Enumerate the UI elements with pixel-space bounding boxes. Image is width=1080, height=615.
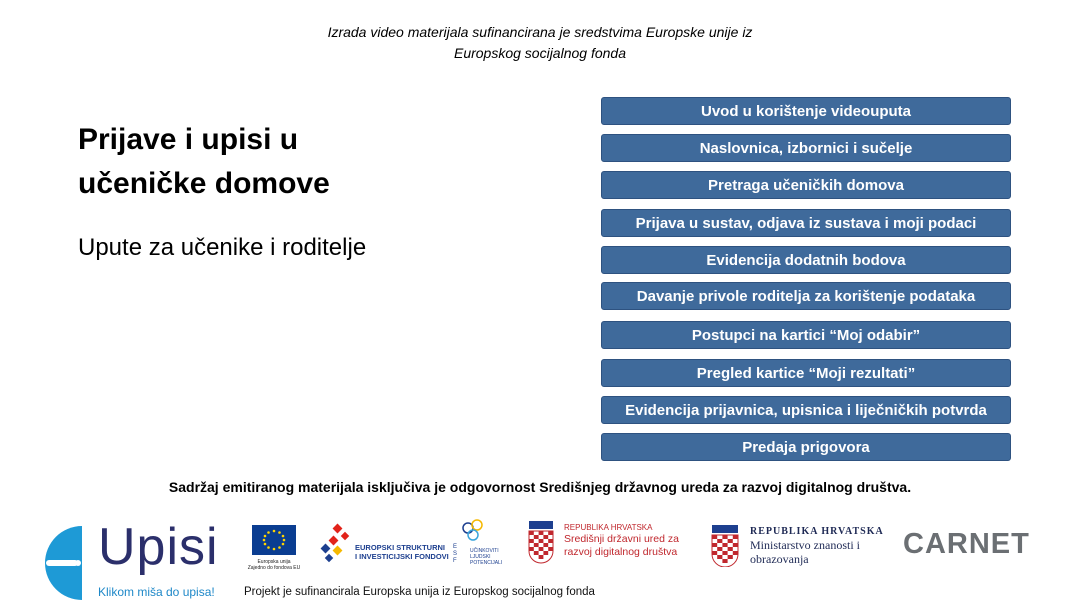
page-title	[78, 118, 498, 206]
svg-text:E: E	[453, 544, 458, 550]
sdu-text-line-1: REPUBLIKA HRVATSKA	[564, 523, 653, 532]
esif-logo-icon	[320, 523, 350, 563]
mzo-text-line-2: Ministarstvo znanosti i	[750, 538, 860, 552]
menu-item-search-dorms[interactable]: Pretraga učeničkih domova	[601, 171, 1011, 199]
footer-note: Projekt je sufinancirala Europska unija iz Europskog socijalnog fonda	[244, 586, 595, 598]
esf-text	[470, 548, 530, 566]
croatian-coat-of-arms-icon	[528, 521, 554, 565]
svg-text:S: S	[453, 551, 458, 557]
sdu-text-line-2: Središnji državni ured za	[564, 533, 679, 545]
mzo-text-line-3: obrazovanja	[750, 552, 809, 566]
esf-text-line-1: UČINKOVITI	[470, 548, 499, 554]
mzo-text-line-1: REPUBLIKA HRVATSKA	[750, 526, 884, 537]
menu-item-documents[interactable]: Evidencija prijavnica, upisnica i liječničkih potvrda	[601, 396, 1011, 424]
eu-caption-line-2: Zajedno do fondova EU	[247, 565, 301, 571]
page-title-line-1: Prijave i upisi u	[78, 123, 299, 156]
esf-text-line-3: POTENCIJALI	[470, 560, 503, 566]
croatian-coat-of-arms-icon	[711, 525, 739, 567]
esif-text-line-1: EUROPSKI STRUKTURNI	[355, 543, 446, 552]
menu-item-my-choice[interactable]: Postupci na kartici “Moj odabir”	[601, 321, 1011, 349]
menu-item-homepage-interface[interactable]: Naslovnica, izbornici i sučelje	[601, 134, 1011, 162]
upisi-tagline: Klikom miša do upisa!	[98, 585, 215, 599]
svg-text:F: F	[453, 558, 457, 564]
carnet-logo: CARNET	[903, 528, 1030, 560]
page-subtitle: Upute za učenike i roditelje	[78, 234, 367, 261]
menu-item-login-logout[interactable]: Prijava u sustav, odjava iz sustava i moji podaci	[601, 209, 1011, 237]
menu-item-intro[interactable]: Uvod u korištenje videouputa	[601, 97, 1011, 125]
upisi-logo-text: Upisi	[98, 518, 219, 576]
eu-caption-line-1: Europska unija	[257, 559, 291, 565]
funding-note	[240, 22, 840, 64]
funding-note-line-1: Izrada video materijala sufinancirana je sredstvima Europske unije iz	[327, 24, 753, 40]
menu-item-additional-points[interactable]: Evidencija dodatnih bodova	[601, 246, 1011, 274]
menu-item-parental-consent[interactable]: Davanje privole roditelja za korištenje podataka	[601, 282, 1011, 310]
funding-note-line-2: Europskog socijalnog fonda	[453, 45, 626, 61]
esf-text-line-2: LJUDSKI	[470, 554, 491, 560]
menu-item-complaints[interactable]: Predaja prigovora	[601, 433, 1011, 461]
mzo-text	[750, 526, 900, 566]
esif-text	[355, 543, 450, 561]
eu-flag-icon	[252, 525, 296, 555]
sdu-text	[564, 523, 714, 559]
page-title-line-2: učeničke domove	[78, 167, 330, 200]
sdu-text-line-3: razvoj digitalnog društva	[564, 546, 678, 558]
eu-caption	[244, 559, 304, 571]
disclaimer: Sadržaj emitiranog materijala isključiva je odgovornost Središnjeg državnog ureda za razvoj digitalnog društva.	[168, 479, 912, 495]
menu-item-my-results[interactable]: Pregled kartice “Moji rezultati”	[601, 359, 1011, 387]
esif-text-line-2: I INVESTICIJSKI FONDOVI	[355, 552, 449, 561]
